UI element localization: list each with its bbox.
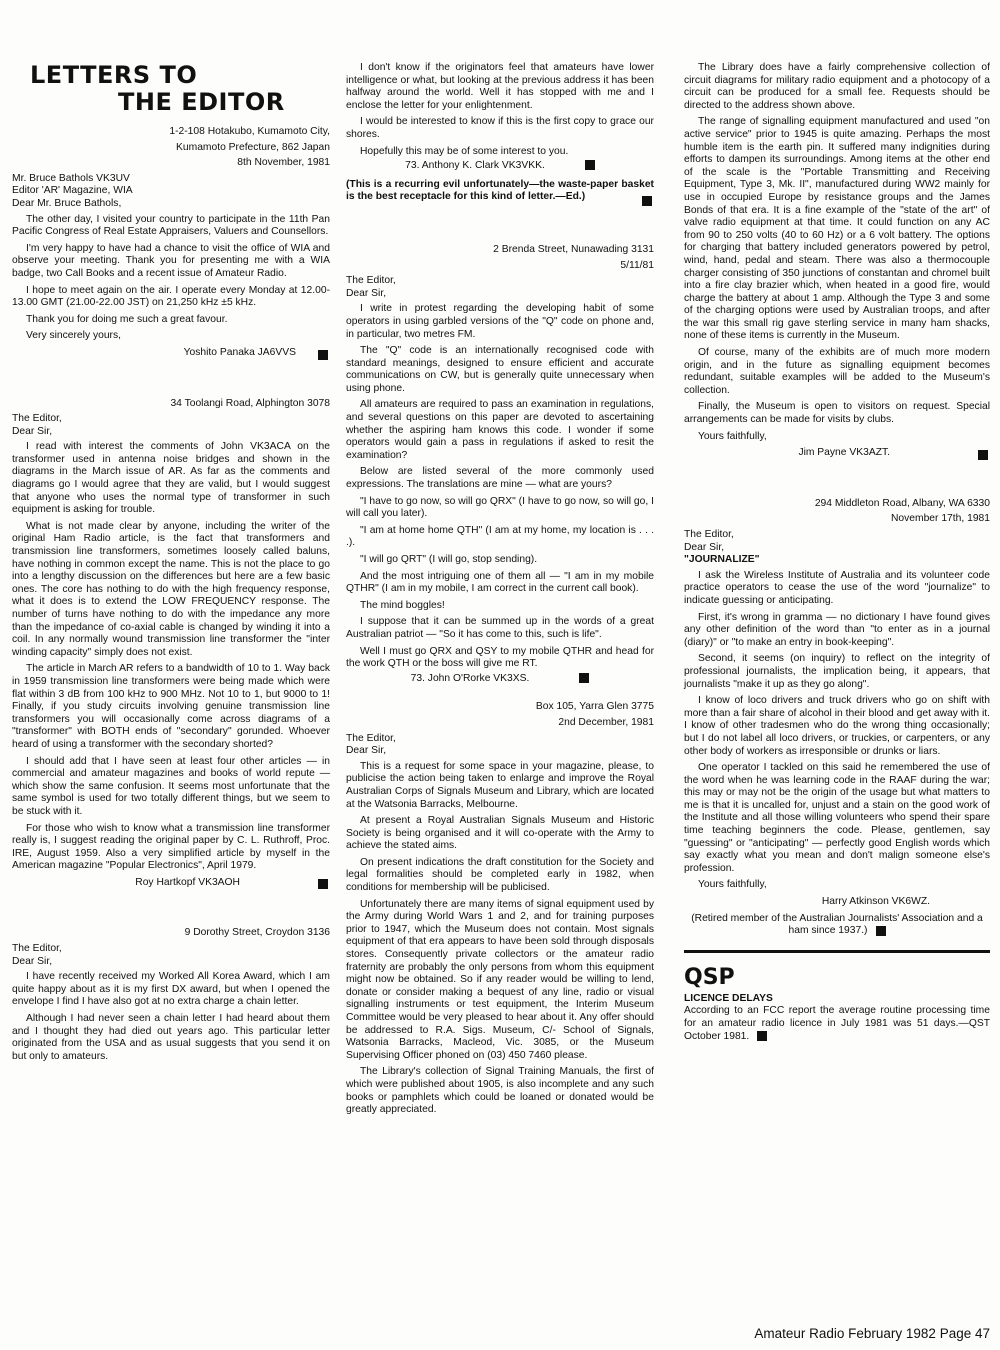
- paragraph: The range of signalling equipment manufactured and used "on active service" prior to 1945 is quite amazing. Perhaps the most humble item is the earth pin. It suffered many indignities during efforts to dampen its surroundings. Among items at the other end of the scale is the "Portable Transmitting and Receiving Equipment, Type 3, Mk. II", manufactured during WW2 mainly for use in occupied Europe by resistance groups and the James Bonds of that era. It is a fine example of the "state of the art" of valve radio equipment at that time. It could function on any AC from 90 to 250 volts (40 to 60 Hz) or a 6 volt battery. The options for charging that battery included generators powered by petrol, wind, hand, pedal and steam. There was also a thermocouple charger consisting of 350 junctions of constantan and chromel built into a fire clay brazier which, when heated in a good fire, would charge the battery at about 1 amp. Although the Type 3 and some of the charging options were used by Australian troops, and after the war this small rig gave sterling service in many ham shacks, none of these items is currently in the Museum.: [684, 116, 990, 342]
- paragraph: And the most intriguing one of them all — "I am in my mobile QTHR" (I am in my mobile, I am correct in the current call book).: [346, 570, 654, 595]
- salutation: Dear Sir,: [346, 287, 387, 299]
- letter-3-continued: [346, 62, 654, 218]
- paragraph: The other day, I visited your country to participate in the 11th Pan Pacific Congress of Real Estate Appraisers, Valuers and Counsellors.: [12, 213, 330, 238]
- sender-address: Kumamoto Prefecture, 862 Japan: [176, 141, 330, 153]
- salutation: Dear Sir,: [12, 425, 53, 437]
- paragraph: I write in protest regarding the developing habit of some operators in using garbled versions of the "Q" code on phone and, in particular, two metres FM.: [346, 303, 654, 340]
- salutation: Dear Mr. Bruce Bathols,: [12, 197, 122, 209]
- paragraph: I ask the Wireless Institute of Australia and its volunteer code practice operators to cease the use of the word "journalize" to indicate guessing or anticipating.: [684, 569, 990, 606]
- paragraph: One operator I tackled on this said he remembered the use of the word when he was learning code in the RAAF during the war; this may or may not be the origin of the usage but what matters to me is that it is uncalled for, unjust and a stain on the good work of the Institute and all those willing volunteers who spend their spare time teaching beginners the code. Please, gentlemen, say "guessing" or "anticipating" — perfectly good English words which say exactly what you mean and don't malign someone else's profession.: [684, 762, 990, 874]
- signature: 73. Anthony K. Clark VK3VKK.: [346, 160, 654, 173]
- paragraph: "I am at home home QTH" (I am at my home, my location is . . . .).: [346, 524, 654, 549]
- recipient-line: The Editor,: [684, 529, 734, 540]
- letter-heading: "JOURNALIZE": [684, 554, 760, 566]
- letter-2: [12, 398, 330, 902]
- paragraph: The mind boggles!: [360, 599, 445, 611]
- page-title: LETTERS TO THE EDITOR: [30, 61, 285, 116]
- end-mark: [642, 196, 652, 206]
- recipient-line: The Editor,: [12, 943, 62, 955]
- column-2: [346, 62, 654, 1121]
- recipient-line: Editor 'AR' Magazine, WIA: [12, 185, 133, 197]
- recipient-line: The Editor,: [12, 413, 62, 425]
- paragraph: Finally, the Museum is open to visitors on request. Special arrangements can be made for visits by clubs.: [684, 401, 990, 426]
- qsp-subhead: LICENCE DELAYS: [684, 992, 773, 1004]
- paragraph: Thank you for doing me such a great favour.: [26, 313, 228, 325]
- paragraph: I have recently received my Worked All Korea Award, which I am quite happy about as it is my first DX award, but when I opened the envelope I find I have also got at no extra charge a chain letter.: [12, 971, 330, 1008]
- closing: Yours faithfully,: [698, 430, 767, 442]
- column-1: [12, 62, 330, 1067]
- sender-address: Box 105, Yarra Glen 3775: [535, 701, 654, 713]
- recipient-line: Mr. Bruce Bathols VK3UV: [12, 172, 130, 184]
- paragraph: All amateurs are required to pass an examination in regulations, and several questions on this paper are devoted to ascertaining whether the aspiring ham knows this code. I wonder if some operators would gain a pass in regulations if asked to resit the examination?: [346, 399, 654, 461]
- letter-date: November 17th, 1981: [890, 513, 990, 525]
- signature: Yoshito Panaka JA6VVS: [183, 346, 296, 358]
- signature: Harry Atkinson VK6WZ.: [821, 896, 930, 908]
- salutation: Dear Sir,: [12, 955, 53, 967]
- paragraph: I read with interest the comments of John VK3ACA on the transformer used in antenna noise bridges and shown in the diagrams in the March issue of AR. As far as the comments and diagrams go I would agree that they are valid, but I would suggest that anyone who uses the normal type of transformer in such equipment is asking for trouble.: [12, 441, 330, 516]
- closing: Yours faithfully,: [698, 879, 767, 891]
- sender-address: 1-2-108 Hotakubo, Kumamoto City,: [169, 126, 330, 137]
- paragraph: Hopefully this may be of some interest to you.: [360, 145, 569, 157]
- letter-date: 8th November, 1981: [237, 157, 330, 169]
- paragraph: "I will go QRT" (I will go, stop sending).: [360, 554, 538, 565]
- sender-address: 2 Brenda Street, Nunawading 3131: [493, 243, 654, 255]
- recipient-line: The Editor,: [346, 732, 396, 744]
- sender-address: 34 Toolangi Road, Alphington 3078: [170, 397, 330, 409]
- end-mark: [876, 926, 886, 936]
- letter-5-continued: [684, 62, 990, 472]
- paragraph: Well I must go QRX and QSY to my mobile QTHR and head for the work QTH or the boss will give me RT.: [346, 645, 654, 670]
- letter-date: 2nd December, 1981: [558, 716, 654, 728]
- qsp-title: QSP: [684, 964, 735, 990]
- end-mark: [318, 350, 328, 360]
- column-3: [684, 62, 990, 1047]
- salutation: Dear Sir,: [346, 745, 387, 757]
- paragraph: Although I had never seen a chain letter I had heard about them and I thought they had died out years ago. This particular letter originated from the USA and as usual suggests that you send it on but only to amateurs.: [12, 1013, 330, 1062]
- letter-6: [684, 498, 990, 938]
- paragraph: Second, it seems (on inquiry) to reflect on the integrity of professional journalists, the implication being, it appears, that journalists "make it up as they go along".: [684, 653, 990, 690]
- paragraph: Below are listed several of the more commonly used expressions. The translations are mine — what are yours?: [346, 466, 654, 491]
- paragraph: For those who wish to know what a transmission line transformer really is, I suggest reading the original paper by C. L. Ruthroff, Proc. IRE, August 1959. Also a very simplified article by myself in the American magazine "Popular Electronics", April 1979.: [12, 822, 330, 872]
- paragraph: The "Q" code is an internationally recognised code with standard meanings, designed to ensure efficient and accurate communications on CW, but is generally quite unnecessary when using phone.: [346, 345, 654, 394]
- paragraph: I don't know if the originators feel that amateurs have lower intelligence or what, but looking at the previous address it has been halfway around the world. Well it has stopped with me and I enclose the letter for your enlightenment.: [346, 62, 654, 111]
- sender-address: 9 Dorothy Street, Croydon 3136: [184, 927, 330, 939]
- signature: Roy Hartkopf VK3AOH: [135, 876, 240, 888]
- closing: Very sincerely yours,: [26, 330, 121, 342]
- paragraph: The Library's collection of Signal Training Manuals, the first of which were published about 1905, is also incomplete and any such books or pamphlets which could be loaned or donated would be greatly appreciated.: [346, 1066, 654, 1116]
- end-mark: [978, 450, 988, 460]
- end-mark: [318, 879, 328, 889]
- paragraph: First, it's wrong in gramma — no dictionary I have found gives any other definition of the word than "to enter as in a journal (diary)" or "to make an entry in book-keeping".: [684, 611, 990, 648]
- signature: 73. John O'Rorke VK3XS.: [346, 673, 654, 686]
- end-mark: [757, 1031, 767, 1041]
- letter-5: [346, 701, 654, 1116]
- end-mark: [579, 673, 589, 683]
- letter-1: [12, 126, 330, 372]
- paragraph: I would be interested to know if this is the first copy to grace our shores.: [346, 116, 654, 140]
- editor-note: (This is a recurring evil unfortunately—the waste-paper basket is the best receptacle for this kind of letter.—Ed.): [346, 178, 654, 203]
- qsp-text: According to an FCC report the average routine processing time for an amateur radio licence in July 1981 was 51 days.—QST October 1981.: [684, 1005, 990, 1042]
- section-divider: [684, 950, 990, 953]
- salutation: Dear Sir,: [684, 541, 725, 553]
- paragraph: I hope to meet again on the air. I operate every Monday at 12.00-13.00 GMT (21.00-22.00 JST) on 21,250 kHz ±5 kHz.: [12, 284, 330, 309]
- paragraph: At present a Royal Australian Signals Museum and Historic Society is being organised and it will co-operate with the Army to achieve the stated aims.: [346, 815, 654, 852]
- paragraph: I should add that I have seen at least four other articles — in commercial and amateur magazines and books of world repute — which show the same confusion. It seems most unfortunate that the same symbol is used for two totally different things, but we seem to be stuck with it.: [12, 755, 330, 817]
- paragraph: I'm very happy to have had a chance to visit the office of WIA and observe your meeting. Thank you for presenting me with a WIA badge, two Call Books and a recent issue of Amateur Radio.: [12, 242, 330, 279]
- paragraph: This is a request for some space in your magazine, please, to publicise the action being taken to enlarge and improve the Royal Australian Corps of Signals Museum and Library, which are located at the Watsonia Barracks, Melbourne.: [346, 760, 654, 810]
- end-mark: [585, 160, 595, 170]
- qsp-box: [684, 965, 990, 1043]
- letter-4: [346, 244, 654, 685]
- paragraph: The article in March AR refers to a bandwidth of 10 to 1. Way back in 1959 transmission line transformers were being made which were flat within 3 dB from 100 kHz to 900 MHz. Not 10 to 1, but 9000 to 1! Finally, if you study circuits involving genuine transmission line transformers you will occasionally come across diagrams of a "transformer" with BOTH ends of "secondary" gorunded. Whoever heard of using a transformer with the secondary shorted?: [12, 663, 330, 750]
- paragraph: "I have to go now, so will go QRX" (I have to go now, so will go, I will call you later).: [346, 495, 654, 520]
- signature: Jim Payne VK3AZT.: [798, 447, 890, 459]
- recipient-line: The Editor,: [346, 275, 396, 287]
- postscript: (Retired member of the Australian Journalists' Association and a ham since 1937.): [691, 912, 983, 937]
- page-footer: Amateur Radio February 1982 Page 47: [754, 1326, 990, 1341]
- paragraph: On present indications the draft constitution for the Society and legal formalities should be completed early in 1982, when conditions for membership will be publicised.: [346, 856, 654, 894]
- paragraph: The Library does have a fairly comprehensive collection of circuit diagrams for military radio equipment and a photocopy of a circuit can be produced for a small fee. Requests should be directed to the address shown above.: [684, 62, 990, 111]
- paragraph: I suppose that it can be summed up in the words of a great Australian patriot — "So it has come to this, such is life".: [346, 616, 654, 640]
- letter-date: 5/11/81: [620, 259, 654, 271]
- paragraph: Of course, many of the exhibits are of much more modern origin, and in the future as signalling equipment becomes redundant, suitable examples will be added to the Museum's collection.: [684, 347, 990, 396]
- letter-3: [12, 927, 330, 1063]
- paragraph: I know of loco drivers and truck drivers who go on shift with more than a fair share of alcohol in their blood and get away with it. I know of other tradesmen who do the wrong thing occasionally; but I do not label all loco drivers, or truckies, or carpenters, or any other body of workers as irresponsible or drunks or liars.: [684, 695, 990, 757]
- paragraph: Unfortunately there are many items of signal equipment used by the Army during World Wars 1 and 2, and for training purposes prior to 1947, which the Museum does not contain. Most signals equipment of that era appears to have been sold through disposals stores. Consequently private collectors or the amateur radio fraternity are probably the only persons from whom this equipment might now be obtained. So if any reader would be willing to lend, donate or consider making a bequest of any line, radio or visual signalling instruments or test equipment, the Interim Museum Committee would be very pleased to hear about it. Any offer should be addressed to R.A. Sigs. Museum, C/- School of Signals, Watsonia Barracks, Macleod, Vic. 3085, or the Museum Supervising Officer phoned on (03) 450 7460 please.: [346, 898, 654, 1061]
- sender-address: 294 Middleton Road, Albany, WA 6330: [814, 497, 990, 509]
- paragraph: What is not made clear by anyone, including the writer of the original Ham Radio article, is the fact that transformers and transmission line transformers, sometimes loosely called baluns, have nothing in common except the name. This is not the place to go into a lengthy discussion on the differences but here are a few basic ones. The core has nothing to do with the high frequency response, what it does is to extend the LOW FREQUENCY response. The number of turns have nothing to do with the impedance any more than the impedance of co-axial cable is changed by winding it into a coil. In any normally wound transmission line transformer the "inter winding capacity" simply does not exist.: [12, 520, 330, 658]
